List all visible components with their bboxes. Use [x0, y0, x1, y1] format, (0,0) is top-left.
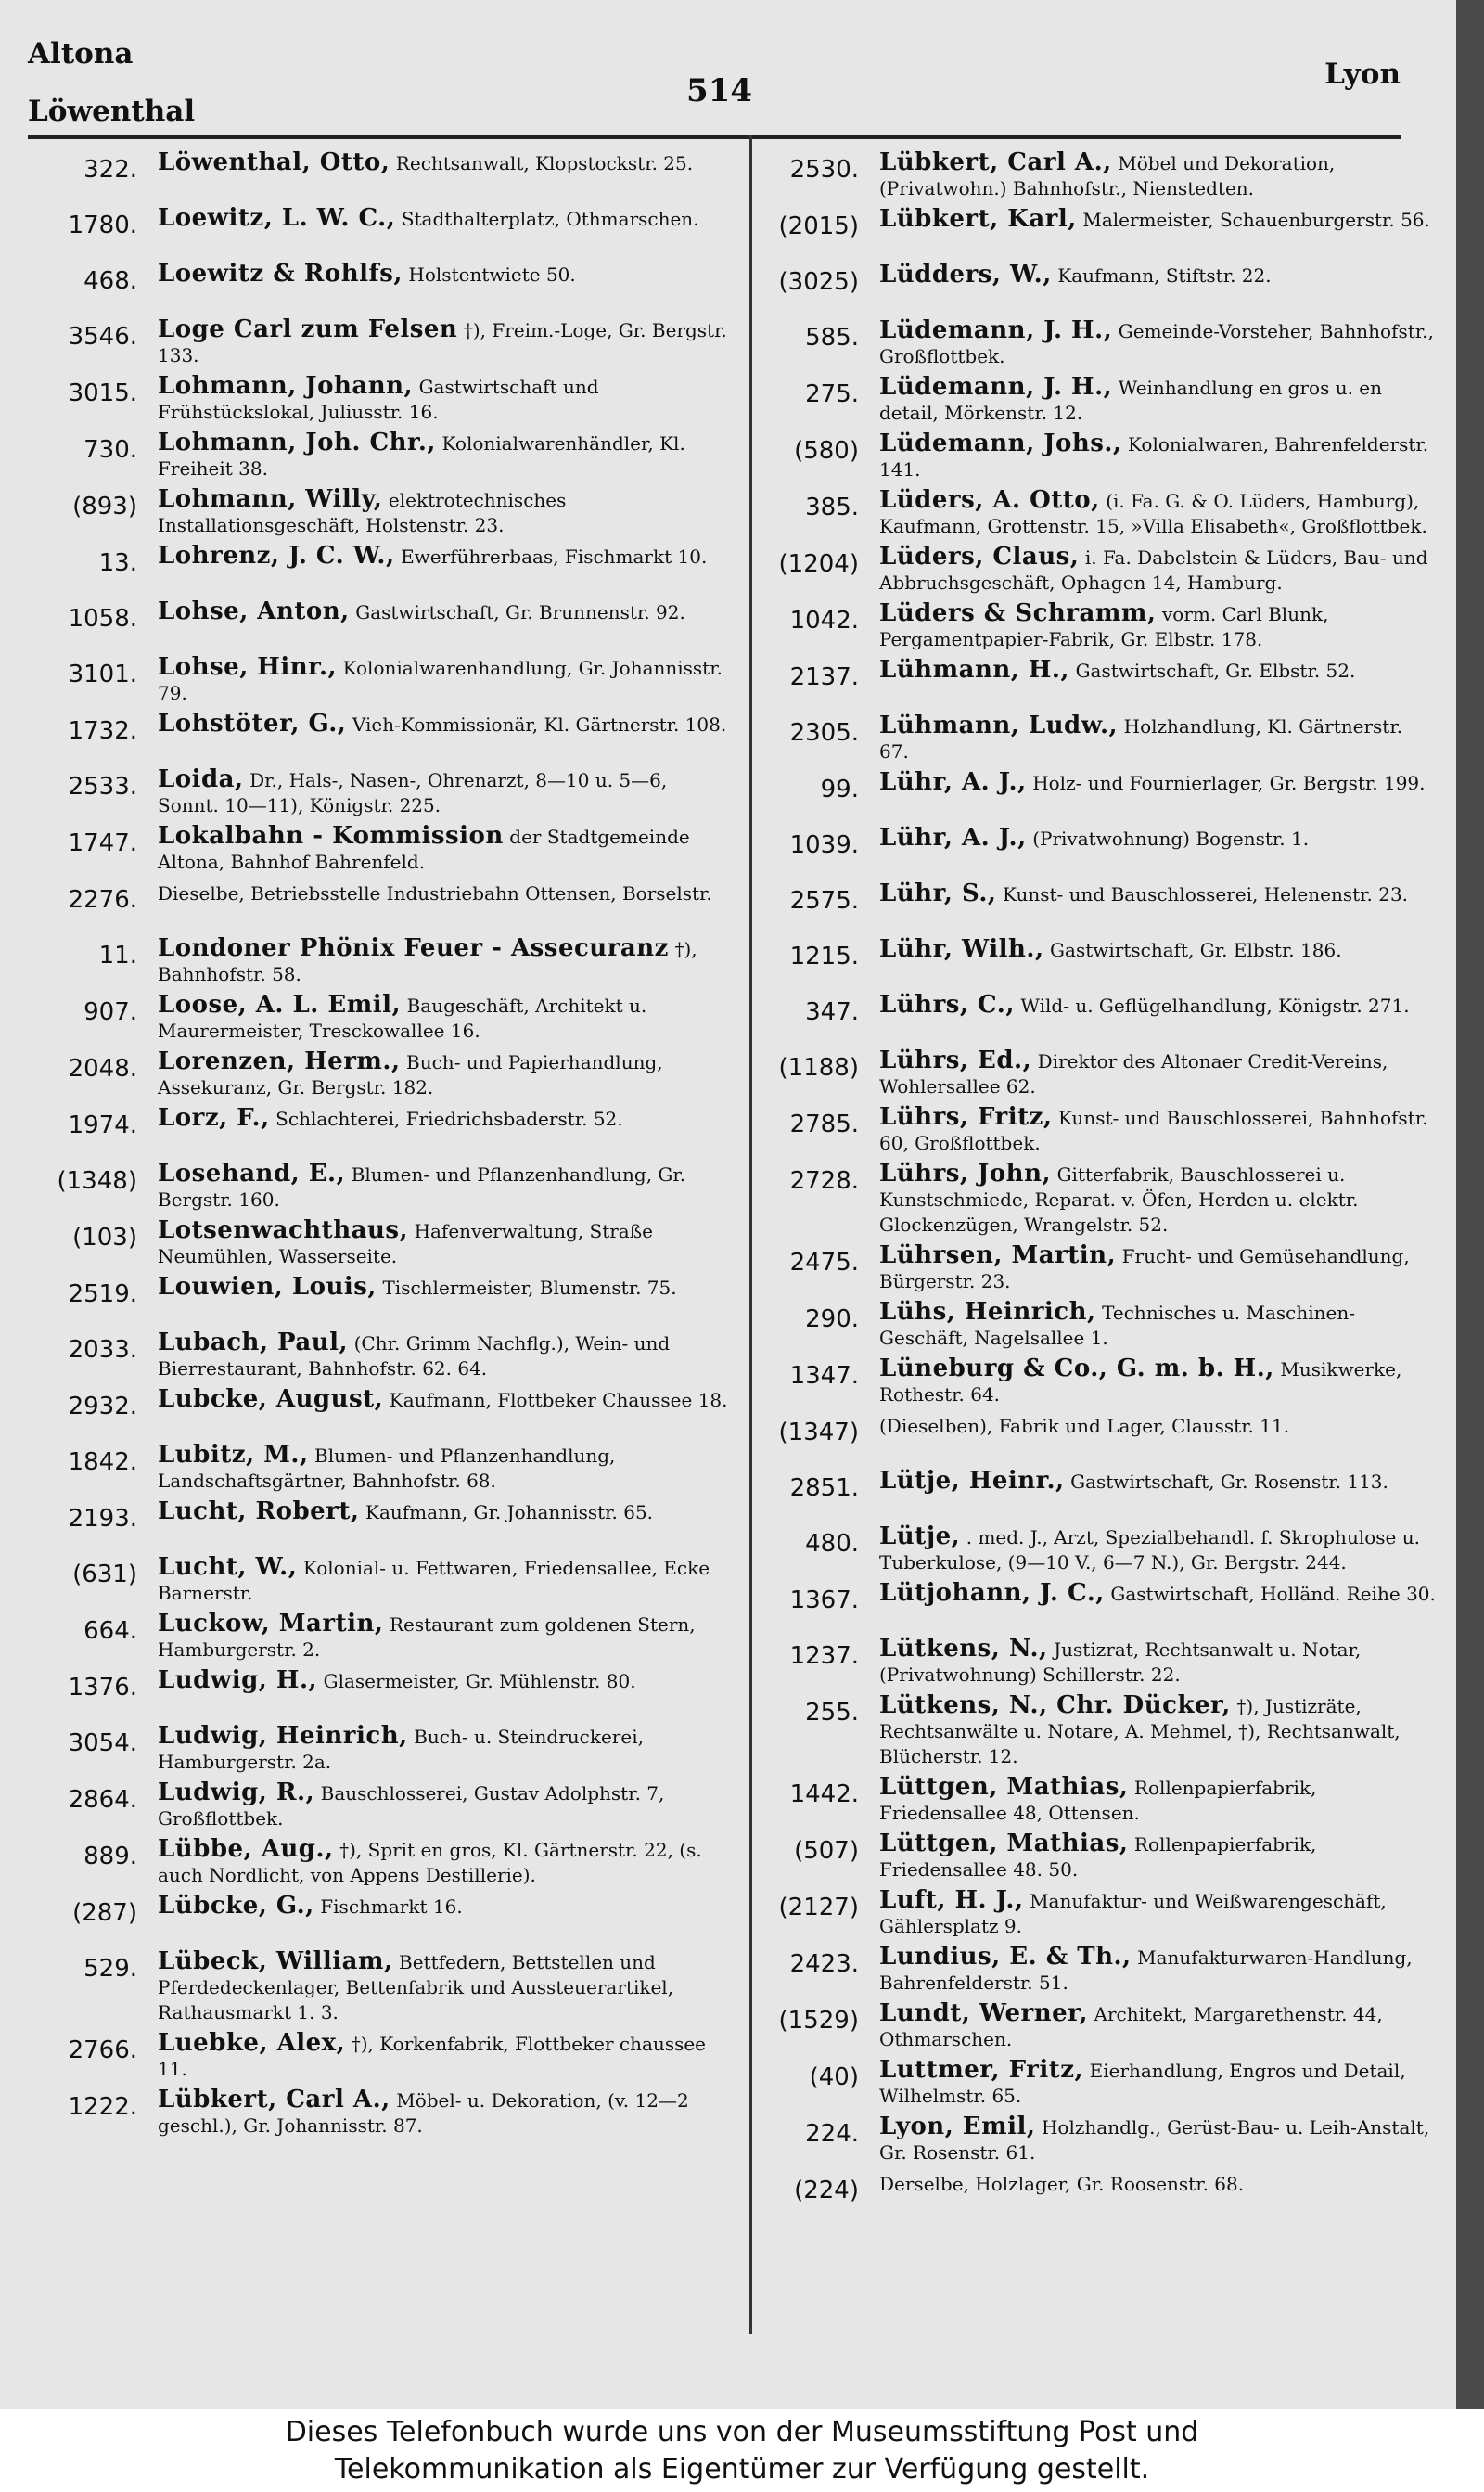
subscriber-name: Lubitz, M., [158, 1441, 309, 1469]
phone-number: (287) [72, 1899, 137, 1927]
directory-entry [749, 713, 1436, 764]
phone-number: 1222. [68, 2093, 137, 2121]
footer-line-2: Telekommunikation als Eigentümer zur Verfügung gestellt. [334, 2453, 1150, 2486]
phone-number: (1529) [778, 2007, 859, 2035]
subscriber-details: Kunst- und Bauschlosserei, Bahnhofstr. 60, Großflottbek. [879, 1107, 1428, 1154]
directory-entry [28, 655, 733, 706]
directory-entry [28, 1555, 733, 1606]
phone-number: 3015. [68, 379, 137, 407]
subscriber-name: Lütje, [879, 1522, 961, 1550]
footer-line-1: Dieses Telefonbuch wurde uns von der Museumsstiftung Post und [285, 2416, 1199, 2448]
directory-entry [749, 770, 1436, 820]
directory-entry [749, 601, 1436, 652]
directory-entry [749, 1524, 1436, 1575]
subscriber-name: Lühr, A. J., [879, 768, 1027, 796]
directory-entry [749, 1581, 1436, 1631]
subscriber-details: Manufaktur- und Weißwarengeschäft, Gählersplatz 9. [879, 1890, 1387, 1937]
subscriber-name: Lucht, W., [158, 1553, 298, 1581]
phone-number: 2728. [789, 1167, 859, 1195]
subscriber-name: Lyon, Emil, [879, 2113, 1036, 2140]
subscriber-name: Lubcke, August, [158, 1385, 384, 1413]
phone-number: (507) [794, 1837, 859, 1865]
subscriber-details: Gastwirtschaft und Frühstückslokal, Juliusstr. 16. [158, 376, 599, 423]
directory-entry [28, 206, 733, 256]
phone-number: 585. [805, 324, 859, 352]
subscriber-name: Lorenzen, Herm., [158, 1047, 401, 1075]
directory-entry [28, 599, 733, 649]
directory-entry [749, 263, 1436, 313]
directory-entry [28, 262, 733, 312]
directory-entry [749, 826, 1436, 876]
subscriber-details: Justizrat, Rechtsanwalt u. Notar, (Privatwohnung) Schillerstr. 22. [879, 1638, 1362, 1686]
subscriber-details: Tischlermeister, Blumenstr. 75. [382, 1277, 677, 1299]
directory-entry [28, 1330, 733, 1381]
directory-entry [28, 374, 733, 425]
phone-number: 1376. [68, 1674, 137, 1702]
header-keyword-right: Lyon [1324, 58, 1401, 91]
phone-number: 1780. [68, 212, 137, 239]
subscriber-name: Louwien, Louis, [158, 1273, 377, 1301]
subscriber-details: Ewerführerbaas, Fischmarkt 10. [401, 546, 708, 568]
subscriber-details: Kaufmann, Stiftstr. 22. [1057, 264, 1272, 287]
directory-entry [28, 1218, 733, 1269]
directory-entry [28, 1724, 733, 1775]
phone-number: 1442. [789, 1780, 859, 1808]
directory-entry [28, 544, 733, 594]
subscriber-name: Lühr, Wilh., [879, 935, 1044, 963]
directory-entry [749, 375, 1436, 426]
directory-entry [749, 1356, 1436, 1407]
subscriber-name: Lucht, Robert, [158, 1497, 360, 1525]
subscriber-details: Gitterfabrik, Bauschlosserei u. Kunstschmiede, Reparat. v. Öfen, Herden u. elektr. Glockenzügen, Wrangelstr. 52. [879, 1163, 1359, 1236]
phone-number: 1058. [68, 605, 137, 633]
subscriber-name: Lüdemann, Johs., [879, 430, 1122, 457]
scan-edge [1456, 0, 1484, 2409]
subscriber-name: Loewitz & Rohlfs, [158, 260, 403, 288]
subscriber-details: Architekt, Margarethenstr. 44, Othmarschen. [879, 2003, 1383, 2050]
directory-entry [749, 1469, 1436, 1519]
phone-number: (224) [794, 2177, 859, 2204]
subscriber-name: Lütkens, N., [879, 1635, 1048, 1663]
phone-number: (1347) [778, 1419, 859, 1446]
subscriber-details: Holz- und Fournierlager, Gr. Bergstr. 199. [1032, 772, 1426, 794]
phone-number: 13. [98, 549, 137, 577]
subscriber-name: Lokalbahn - Kommission [158, 822, 504, 850]
directory-entry [749, 545, 1436, 596]
subscriber-details: Gastwirtschaft, Gr. Elbstr. 186. [1050, 939, 1342, 961]
subscriber-name: Lohse, Anton, [158, 597, 350, 625]
directory-entry [749, 1413, 1436, 1463]
subscriber-name: Lohse, Hinr., [158, 653, 338, 681]
subscriber-details: Blumen- und Pflanzenhandlung, Landschaftsgärtner, Bahnhofstr. 68. [158, 1445, 616, 1492]
subscriber-name: Lundius, E. & Th., [879, 1943, 1132, 1971]
phone-number: (631) [72, 1561, 137, 1588]
subscriber-details: Dr., Hals-, Nasen-, Ohrenarzt, 8—10 u. 5—6, Sonnt. 10—11), Königstr. 225. [158, 769, 668, 816]
phone-number: 1842. [68, 1448, 137, 1476]
subscriber-details: Möbel und Dekoration, (Privatwohn.) Bahnhofstr., Nienstedten. [879, 152, 1336, 199]
subscriber-details: Kolonialwarenhandlung, Gr. Johannisstr. 79. [158, 657, 723, 704]
phone-number: 3101. [68, 661, 137, 688]
directory-entry [749, 1831, 1436, 1882]
subscriber-details: Bauschlosserei, Gustav Adolphstr. 7, Großflottbek. [158, 1782, 665, 1830]
subscriber-name: Londoner Phönix Feuer - Assecuranz [158, 934, 669, 962]
subscriber-details: Dieselbe, Betriebsstelle Industriebahn Ottensen, Borselstr. [158, 882, 712, 905]
subscriber-details: Restaurant zum goldenen Stern, Hamburgerstr. 2. [158, 1613, 696, 1661]
subscriber-details: Schlachterei, Friedrichsbaderstr. 52. [275, 1108, 623, 1130]
subscriber-name: Lübcke, G., [158, 1892, 314, 1920]
subscriber-name: Lühmann, H., [879, 656, 1070, 684]
subscriber-details: Bettfedern, Bettstellen und Pferdedeckenlager, Bettenfabrik und Aussteuerartikel, Rathausmarkt 1. 3. [158, 1951, 674, 2023]
directory-entry [28, 2031, 733, 2082]
phone-number: 2575. [789, 887, 859, 915]
directory-entry [28, 767, 733, 818]
directory-entry [749, 1162, 1436, 1238]
subscriber-name: Lüttgen, Mathias, [879, 1773, 1129, 1801]
subscriber-name: Lohstöter, G., [158, 710, 347, 738]
directory-entry [749, 1693, 1436, 1769]
directory-entry [749, 431, 1436, 482]
directory-entry [749, 1775, 1436, 1826]
subscriber-details: †), Bahnhofstr. 58. [158, 938, 697, 985]
subscriber-details: †), Sprit en gros, Kl. Gärtnerstr. 22, (s. auch Nordlicht, von Appens Destillerie). [158, 1839, 702, 1886]
subscriber-name: Lüdemann, J. H., [879, 316, 1113, 344]
phone-number: 385. [805, 494, 859, 521]
phone-number: (2127) [778, 1894, 859, 1921]
subscriber-name: Lorz, F., [158, 1104, 270, 1132]
directory-entry [749, 1945, 1436, 1996]
subscriber-name: Lühr, A. J., [879, 824, 1027, 852]
subscriber-details: Rollenpapierfabrik, Friedensallee 48. 50. [879, 1833, 1317, 1881]
phone-number: 2851. [789, 1474, 859, 1502]
subscriber-details: Fischmarkt 16. [320, 1895, 463, 1918]
phone-number: 275. [805, 380, 859, 408]
directory-entry [749, 2114, 1436, 2165]
subscriber-name: Lotsenwachthaus, [158, 1216, 409, 1244]
directory-entry [749, 318, 1436, 369]
phone-number: 2305. [789, 719, 859, 747]
subscriber-name: Loida, [158, 765, 244, 793]
subscriber-details: Baugeschäft, Architekt u. Maurermeister, Tresckowallee 16. [158, 995, 647, 1042]
subscriber-details: Hafenverwaltung, Straße Neumühlen, Wasserseite. [158, 1220, 653, 1267]
subscriber-details: Malermeister, Schauenburgerstr. 56. [1082, 209, 1430, 231]
directory-entry [28, 2087, 733, 2139]
subscriber-details: i. Fa. Dabelstein & Lüders, Bau- und Abbruchsgeschäft, Ophagen 14, Hamburg. [879, 546, 1428, 594]
subscriber-details: Eierhandlung, Engros und Detail, Wilhelmstr. 65. [879, 2060, 1406, 2107]
subscriber-details: Möbel- u. Dekoration, (v. 12—2 geschl.), Gr. Johannisstr. 87. [158, 2089, 689, 2137]
phone-number: (1348) [57, 1167, 137, 1195]
phone-number: 1747. [68, 829, 137, 857]
phone-number: 3054. [68, 1729, 137, 1757]
phone-number: 2423. [789, 1950, 859, 1978]
subscriber-name: Lübkert, Carl A., [158, 2086, 390, 2113]
subscriber-details: Direktor des Altonaer Credit-Vereins, Wohlersallee 62. [879, 1050, 1388, 1098]
phone-number: 2785. [789, 1111, 859, 1138]
phone-number: (40) [809, 2063, 859, 2091]
phone-number: (103) [72, 1224, 137, 1252]
subscriber-details: vorm. Carl Blunk, Pergamentpapier-Fabrik, Gr. Elbstr. 178. [879, 603, 1329, 650]
subscriber-name: Lüdders, W., [879, 261, 1052, 289]
phone-number: 290. [805, 1305, 859, 1333]
phone-number: 2475. [789, 1249, 859, 1277]
left-column [28, 150, 733, 2144]
subscriber-name: Ludwig, Heinrich, [158, 1722, 408, 1750]
directory-entry [28, 712, 733, 762]
subscriber-details: Blumen- und Pflanzenhandlung, Gr. Bergstr. 160. [158, 1163, 686, 1211]
subscriber-details: Rollenpapierfabrik, Friedensallee 48, Ottensen. [879, 1777, 1317, 1824]
subscriber-name: Lüders, A. Otto, [879, 486, 1100, 514]
phone-number: 2864. [68, 1786, 137, 1814]
directory-entry [28, 1275, 733, 1325]
subscriber-details: Gastwirtschaft, Gr. Rosenstr. 113. [1070, 1471, 1388, 1493]
subscriber-details: Buch- u. Steindruckerei, Hamburgerstr. 2a. [158, 1726, 644, 1773]
phone-number: 468. [83, 267, 137, 295]
directory-entry [749, 2001, 1436, 2052]
phone-number: 2519. [68, 1280, 137, 1308]
directory-entry [28, 880, 733, 931]
subscriber-name: Lohrenz, J. C. W., [158, 542, 395, 570]
directory-entry [749, 1243, 1436, 1294]
subscriber-name: Löwenthal, Otto, [158, 148, 390, 176]
subscriber-name: Lübkert, Carl A., [879, 148, 1112, 176]
subscriber-name: Lütjohann, J. C., [879, 1579, 1105, 1607]
subscriber-details: der Stadtgemeinde Altona, Bahnhof Bahrenfeld. [158, 826, 690, 873]
subscriber-details: Gemeinde-Vorsteher, Bahnhofstr., Großflottbek. [879, 320, 1434, 367]
subscriber-name: Lübbe, Aug., [158, 1835, 334, 1863]
directory-entry [28, 1668, 733, 1718]
subscriber-details: Gastwirtschaft, Holländ. Reihe 30. [1110, 1583, 1436, 1605]
subscriber-name: Lohmann, Willy, [158, 485, 383, 513]
directory-entry [749, 2171, 1436, 2221]
subscriber-details: Wild- u. Geflügelhandlung, Königstr. 271. [1020, 995, 1410, 1017]
subscriber-details: Kaufmann, Gr. Johannisstr. 65. [365, 1501, 654, 1523]
subscriber-name: Lühmann, Ludw., [879, 712, 1119, 739]
subscriber-name: Lüders, Claus, [879, 543, 1080, 571]
subscriber-name: Lührs, Ed., [879, 1047, 1032, 1074]
subscriber-name: Lührs, Fritz, [879, 1103, 1053, 1131]
subscriber-name: Lohmann, Joh. Chr., [158, 429, 436, 456]
subscriber-details: Weinhandlung en gros u. en detail, Mörkenstr. 12. [879, 377, 1383, 424]
directory-entry [749, 881, 1436, 931]
subscriber-details: elektrotechnisches Installationsgeschäft, Holstenstr. 23. [158, 489, 567, 536]
phone-number: 1215. [789, 943, 859, 970]
header-keyword-left: Löwenthal [28, 95, 196, 128]
directory-entry [749, 207, 1436, 257]
phone-number: 3546. [68, 323, 137, 351]
directory-entry [749, 488, 1436, 539]
subscriber-details: Stadthalterplatz, Othmarschen. [401, 208, 699, 230]
subscriber-name: Lütje, Heinr., [879, 1467, 1065, 1495]
subscriber-name: Lübeck, William, [158, 1947, 393, 1975]
subscriber-details: Kolonialwarenhändler, Kl. Freiheit 38. [158, 432, 685, 480]
phone-number: 11. [98, 942, 137, 970]
directory-entry [28, 1106, 733, 1156]
subscriber-name: Lüdemann, J. H., [879, 373, 1113, 401]
subscriber-details: †), Korkenfabrik, Flottbeker chaussee 11. [158, 2033, 707, 2080]
subscriber-details: Gastwirtschaft, Gr. Brunnenstr. 92. [355, 601, 685, 623]
subscriber-details: Frucht- und Gemüsehandlung, Bürgerstr. 23. [879, 1245, 1410, 1292]
phone-number: 1732. [68, 717, 137, 745]
subscriber-details: (Chr. Grimm Nachflg.), Wein- und Bierrestaurant, Bahnhofstr. 62. 64. [158, 1332, 671, 1380]
directory-entry [28, 936, 733, 987]
directory-entry [749, 1300, 1436, 1351]
phone-number: (1188) [778, 1054, 859, 1082]
phone-number: 529. [83, 1955, 137, 1983]
directory-entry [28, 150, 733, 200]
subscriber-name: Luft, H. J., [879, 1886, 1024, 1914]
directory-entry [28, 1612, 733, 1663]
subscriber-details: Vieh-Kommissionär, Kl. Gärtnerstr. 108. [352, 713, 727, 736]
directory-entry [749, 1105, 1436, 1156]
subscriber-details: Rechtsanwalt, Klopstockstr. 25. [395, 152, 694, 174]
page-number: 514 [686, 72, 752, 109]
directory-entry [28, 1780, 733, 1831]
directory-entry [28, 1387, 733, 1437]
subscriber-details: . med. J., Arzt, Spezialbehandl. f. Skrophulose u. Tuberkulose, (9—10 V., 6—7 N.), Gr. Bergstr. 244. [879, 1526, 1420, 1574]
subscriber-details: Buch- und Papierhandlung, Assekuranz, Gr. Bergstr. 182. [158, 1051, 663, 1098]
right-column [749, 150, 1436, 2227]
subscriber-details: Holstentwiete 50. [408, 263, 576, 286]
subscriber-details: Kaufmann, Flottbeker Chaussee 18. [389, 1389, 728, 1411]
phone-number: 322. [83, 156, 137, 184]
footer-notice [0, 2409, 1484, 2492]
directory-entry [28, 1949, 733, 2025]
subscriber-details: (i. Fa. G. & O. Lüders, Hamburg), Kaufmann, Grottenstr. 15, »Villa Elisabeth«, Großflottbek. [879, 490, 1427, 537]
phone-number: 224. [805, 2120, 859, 2148]
phone-number: 2137. [789, 663, 859, 691]
subscriber-name: Ludwig, R., [158, 1779, 315, 1806]
subscriber-name: Lühr, S., [879, 880, 997, 907]
directory-entry [28, 824, 733, 875]
phone-number: 347. [805, 998, 859, 1026]
phone-number: 730. [83, 436, 137, 464]
phone-number: 1039. [789, 831, 859, 859]
subscriber-details: Glasermeister, Gr. Mühlenstr. 80. [323, 1670, 636, 1692]
phone-number: (1204) [778, 550, 859, 578]
phone-number: 255. [805, 1699, 859, 1727]
header-place: Altona [28, 37, 134, 71]
directory-entry [28, 1443, 733, 1494]
subscriber-name: Lührsen, Martin, [879, 1241, 1117, 1269]
directory-entry [28, 1049, 733, 1100]
phone-number: 2276. [68, 886, 137, 914]
subscriber-details: Holzhandlung, Kl. Gärtnerstr. 67. [879, 715, 1403, 763]
subscriber-details: (Dieselben), Fabrik und Lager, Clausstr. 11. [879, 1415, 1290, 1437]
phone-number: 1237. [789, 1642, 859, 1670]
phone-number: (3025) [778, 268, 859, 296]
subscriber-name: Lühs, Heinrich, [879, 1298, 1096, 1326]
phone-number: 2033. [68, 1336, 137, 1364]
phone-number: 907. [83, 998, 137, 1026]
phone-number: 664. [83, 1617, 137, 1645]
subscriber-name: Losehand, E., [158, 1160, 346, 1188]
subscriber-name: Lüders & Schramm, [879, 599, 1157, 627]
subscriber-name: Lührs, John, [879, 1160, 1052, 1188]
subscriber-name: Loewitz, L. W. C., [158, 204, 396, 232]
directory-entry [749, 1048, 1436, 1099]
header-rule [28, 135, 1401, 139]
subscriber-details: Derselbe, Holzlager, Gr. Roosenstr. 68. [879, 2173, 1245, 2195]
subscriber-name: Ludwig, H., [158, 1666, 318, 1694]
directory-entry [749, 1888, 1436, 1939]
phone-number: (2015) [778, 212, 859, 240]
phone-number: 2193. [68, 1505, 137, 1533]
phone-number: 480. [805, 1530, 859, 1558]
directory-entry [28, 993, 733, 1044]
subscriber-details: Manufakturwaren-Handlung, Bahrenfelderstr. 51. [879, 1946, 1413, 1994]
directory-entry [28, 430, 733, 482]
subscriber-details: Holzhandlg., Gerüst-Bau- u. Leih-Anstalt, Gr. Rosenstr. 61. [879, 2116, 1430, 2164]
directory-entry [28, 1837, 733, 1888]
directory-entry [28, 1499, 733, 1549]
subscriber-name: Loge Carl zum Felsen [158, 315, 458, 343]
phone-number: 2766. [68, 2036, 137, 2064]
subscriber-name: Lüneburg & Co., G. m. b. H., [879, 1355, 1274, 1382]
subscriber-name: Loose, A. L. Emil, [158, 991, 402, 1019]
directory-entry [28, 487, 733, 538]
directory-entry [749, 993, 1436, 1043]
subscriber-name: Lührs, C., [879, 991, 1015, 1019]
phone-number: (893) [72, 493, 137, 520]
subscriber-name: Luckow, Martin, [158, 1610, 384, 1638]
subscriber-details: Technisches u. Maschinen-Geschäft, Nagelsallee 1. [879, 1302, 1355, 1349]
phone-number: 2533. [68, 773, 137, 801]
subscriber-name: Lundt, Werner, [879, 1999, 1089, 2027]
directory-entry [749, 2058, 1436, 2109]
subscriber-name: Lohmann, Johann, [158, 372, 414, 400]
subscriber-name: Lütkens, N., Chr. Dücker, [879, 1691, 1231, 1719]
directory-entry [749, 1637, 1436, 1688]
phone-number: 1042. [789, 607, 859, 635]
directory-entry [28, 1894, 733, 1944]
subscriber-name: Luebke, Alex, [158, 2029, 346, 2057]
subscriber-details: †), Justizräte, Rechtsanwälte u. Notare, A. Mehmel, †), Rechtsanwalt, Blücherstr. 12. [879, 1695, 1401, 1767]
directory-entry [749, 658, 1436, 708]
subscriber-name: Lubach, Paul, [158, 1329, 349, 1356]
phone-number: 99. [820, 776, 859, 803]
subscriber-name: Lüttgen, Mathias, [879, 1830, 1129, 1857]
phone-number: 1974. [68, 1111, 137, 1139]
directory-entry [749, 150, 1436, 201]
phone-number: 889. [83, 1843, 137, 1870]
subscriber-details: Kunst- und Bauschlosserei, Helenenstr. 23. [1002, 883, 1409, 906]
phone-number: 1347. [789, 1362, 859, 1390]
subscriber-details: Gastwirtschaft, Gr. Elbstr. 52. [1075, 660, 1356, 682]
phone-number: 2932. [68, 1393, 137, 1420]
phone-number: 1367. [789, 1586, 859, 1614]
directory-entry [28, 317, 733, 368]
subscriber-details: †), Freim.-Loge, Gr. Bergstr. 133. [158, 319, 727, 366]
subscriber-details: Kolonialwaren, Bahrenfelderstr. 141. [879, 433, 1429, 481]
directory-entry [28, 1162, 733, 1213]
directory-entry [749, 937, 1436, 987]
subscriber-name: Luttmer, Fritz, [879, 2056, 1084, 2084]
subscriber-details: (Privatwohnung) Bogenstr. 1. [1032, 828, 1310, 850]
subscriber-details: Musikwerke, Rothestr. 64. [879, 1358, 1402, 1406]
phone-number: (580) [794, 437, 859, 465]
phone-number: 2530. [789, 156, 859, 184]
subscriber-name: Lübkert, Karl, [879, 205, 1077, 233]
subscriber-details: Kolonial- u. Fettwaren, Friedensallee, Ecke Barnerstr. [158, 1557, 710, 1604]
phone-number: 2048. [68, 1055, 137, 1083]
